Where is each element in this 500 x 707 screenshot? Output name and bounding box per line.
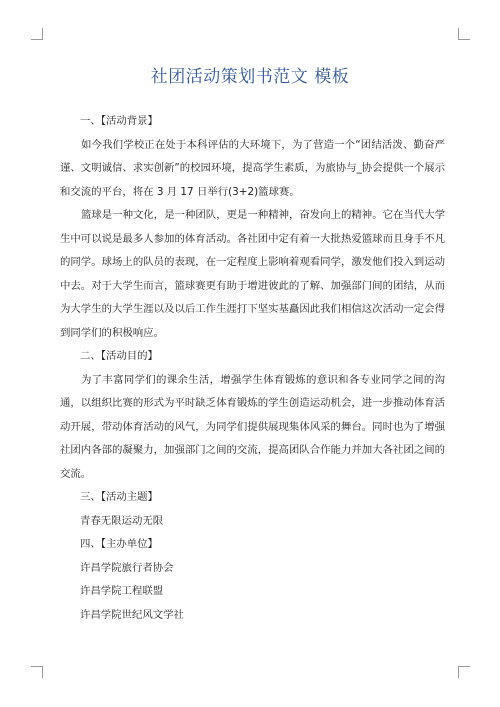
crop-mark-top-right [458, 28, 470, 40]
organizer-item: 许昌学院世纪风文学社 [80, 608, 184, 621]
organizer-item: 许昌学院工程联盟 [80, 585, 164, 597]
section-heading-organizers: 四、【主办单位】 [80, 538, 158, 550]
crop-mark-bottom-right [458, 666, 470, 678]
crop-mark-bottom-left [31, 666, 43, 678]
crop-mark-top-left [31, 28, 43, 40]
background-paragraph-1: 如今我们学校正在处于本科评估的大环境下，为了营造一个“团结活泼、勤奋严谨、文明诚信、求实创新”的校园环境，提高学生素质，为旅协与_协会提供一个展示和交流的平台，将在 3 月 17 日举行(3+2)篮球赛。 [60, 138, 445, 198]
purpose-paragraph: 为了丰富同学们的课余生活，增强学生体育锻炼的意识和各专业同学之间的沟通，以组织比赛的形式为平时缺乏体育锻炼的学生创造运动机会，进一步推动体育活动开展，带动体育活动的风气，为同学们提供展现集体风采的舞台。同时也为了增强社团内各部的凝聚力，加强部门之间的交流，提高团队合作能力并加大各社团之间的交流。 [60, 373, 445, 480]
background-paragraph-2: 篮球是一种文化，是一种团队，更是一种精神，奋发向上的精神。它在当代大学生中可以说是最多人参加的体育活动。各社团中定有着一大批热爱篮球而且身手不凡的同学。球场上的队员的表现，在一定程度上影响着观看同学，激发他们投入到运动中去。对于大学生而言，篮球赛更有助于增进彼此的了解、加强部门间的团结，从而为大学生的大学生涯以及以后工作生涯打下坚实基矗因此我们相信这次活动一定会得到同学们的积极响应。 [60, 209, 445, 339]
section-heading-background: 一、【活动背景】 [80, 115, 158, 127]
document-body [60, 110, 445, 627]
organizer-item: 许昌学院旅行者协会 [80, 561, 174, 574]
theme-text: 青春无限运动无限 [80, 514, 164, 527]
section-heading-theme: 三、【活动主题】 [80, 491, 158, 503]
document-title: 社团活动策划书范文 模板 [150, 67, 350, 87]
section-heading-purpose: 二、【活动目的】 [80, 350, 158, 362]
